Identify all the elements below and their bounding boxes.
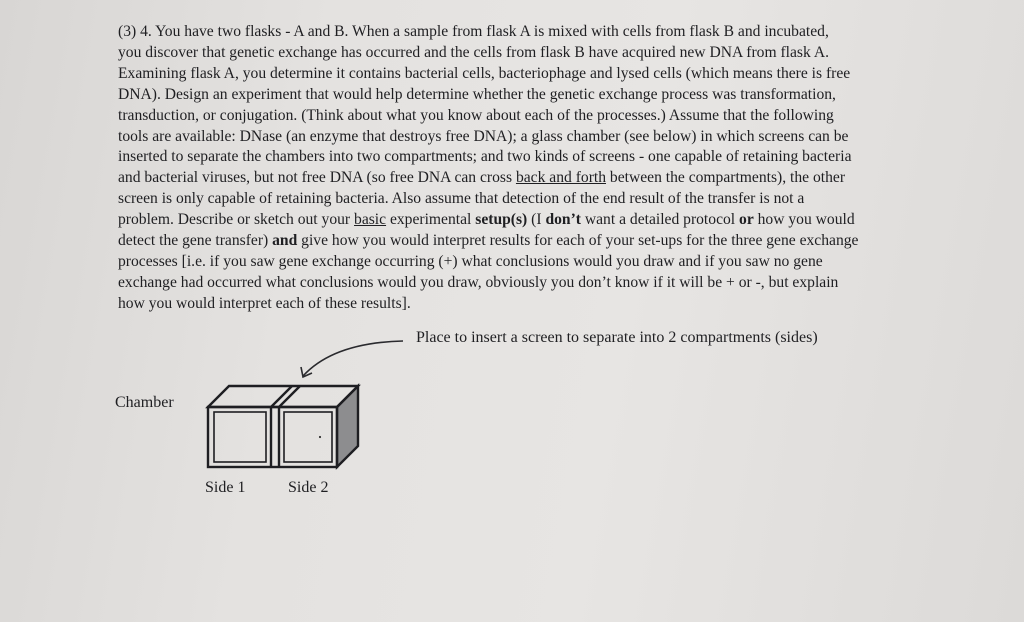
question-text-segment: Examining flask A, you determine it contains bacterial cells, bacteriophage and lysed cells (which means there is free [118, 64, 851, 82]
question-text-segment: and bacterial viruses, but not free DNA (so free DNA can cross [118, 169, 516, 187]
question-text-segment: setup(s) [475, 211, 528, 229]
question-text-segment: back and forth [515, 169, 607, 187]
question-text-segment: transduction, or conjugation. (Think about what you know about each of the processes.) Assume that the following [118, 106, 834, 124]
question-text-segment: processes [i.e. if you saw gene exchange occurring (+) what conclusions would you draw and if you saw no gene [118, 252, 823, 270]
question-text-segment: you discover that genetic exchange has occurred and the cells from flask B have acquired new DNA from flask A. [118, 43, 829, 61]
question-text-segment: how you would interpret each of these results]. [118, 294, 411, 312]
side2-window [284, 412, 332, 462]
question-text-segment: want a detailed protocol [580, 211, 740, 229]
pointer-arrow [303, 341, 403, 376]
diagram-caption: Place to insert a screen to separate into 2 compartments (sides) [416, 329, 818, 346]
question-text-segment: between the compartments), the other [606, 169, 846, 187]
chamber-label: Chamber [115, 394, 174, 411]
side2-label: Side 2 [288, 479, 329, 496]
question-text-segment: experimental [386, 211, 476, 229]
question-text-segment: DNA). Design an experiment that would help determine whether the genetic exchange process was transformation, [118, 85, 836, 103]
question-text-segment: give how you would interpret results for each of your set-ups for the three gene exchange [297, 232, 859, 250]
chamber-box [208, 386, 358, 467]
question-text-segment: (3) 4. You have two flasks - A and B. When a sample from flask A is mixed with cells from flask B and incubated, [118, 23, 829, 40]
side1-window [214, 412, 266, 462]
question-text-segment: basic [354, 211, 387, 229]
question-text-segment: detect the gene transfer) [118, 232, 273, 250]
question-text-segment: or [739, 211, 754, 229]
chamber-front-face [208, 407, 337, 467]
question-text-segment: how you would [753, 211, 855, 229]
question-text-segment: inserted to separate the chambers into two compartments; and two kinds of screens - one capable of retaining bacteria [118, 148, 852, 166]
question-text-segment: (I [527, 211, 546, 229]
question-text-segment: don’t [545, 211, 581, 229]
speck [319, 436, 321, 438]
question-text-segment: screen is only capable of retaining bacteria. Also assume that detection of the end result of the transfer is not a [118, 190, 805, 208]
question-text-segment: exchange had occurred what conclusions would you draw, obviously you don’t know if it will be + or -, but explain [118, 273, 839, 291]
question-text-segment: and [272, 232, 298, 250]
question-text-segment: tools are available: DNase (an enzyme that destroys free DNA); a glass chamber (see below) in which screens can be [118, 127, 849, 145]
question-text-segment: problem. Describe or sketch out your [118, 211, 355, 229]
side1-label: Side 1 [205, 479, 246, 496]
